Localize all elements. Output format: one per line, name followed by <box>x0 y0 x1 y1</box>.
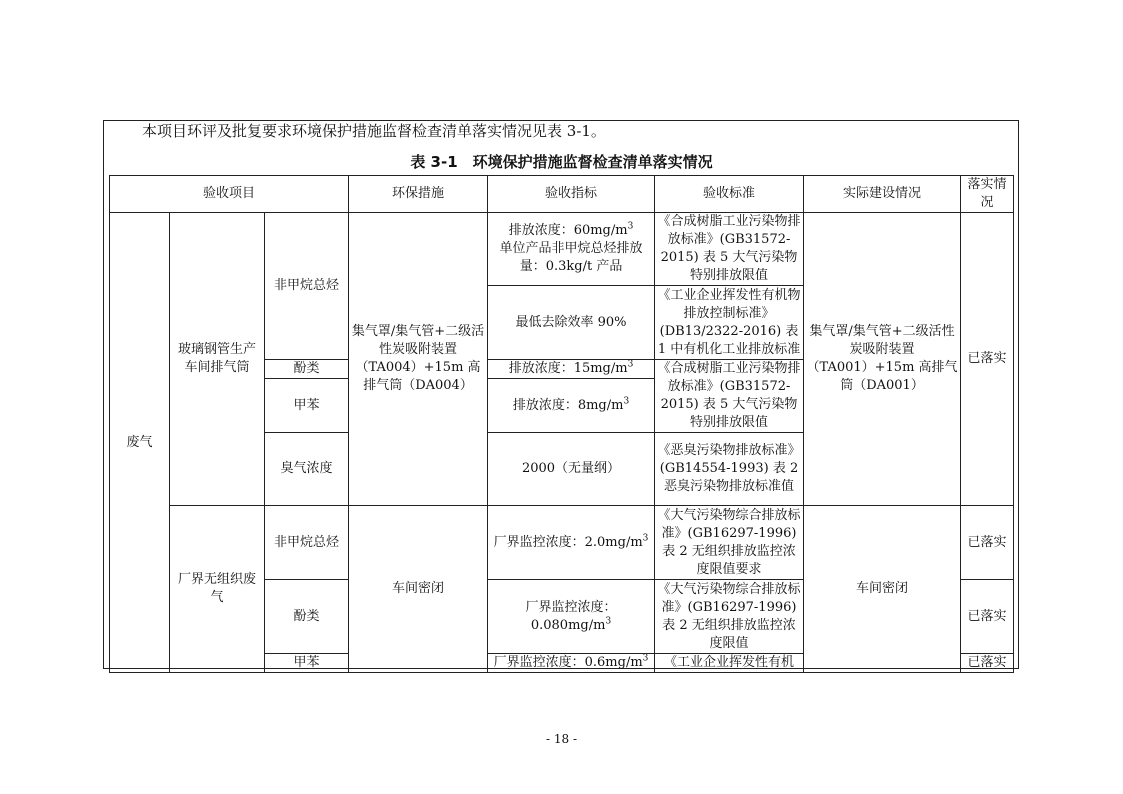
indicator-cell: 最低去除效率 90% <box>488 286 655 360</box>
indicator-sup: 3 <box>627 359 634 370</box>
standard-cell: 《大气污染物综合排放标准》(GB16297-1996) 表 2 无组织排放监控浓度限值要求 <box>655 506 804 580</box>
indicator-text: 排放浓度：8mg/m <box>512 397 624 413</box>
pollutant-cell: 酚类 <box>265 360 349 379</box>
source-cell: 厂界无组织废气 <box>170 506 265 673</box>
header-indicator: 验收指标 <box>488 176 655 213</box>
category-cell: 废气 <box>110 213 170 673</box>
status-cell: 已落实 <box>961 580 1014 654</box>
indicator-text: 厂界监控浓度：0.080mg/m <box>525 599 617 633</box>
header-item: 验收项目 <box>110 176 349 213</box>
standard-cell: 《大气污染物综合排放标准》(GB16297-1996) 表 2 无组织排放监控浓度限值 <box>655 580 804 654</box>
table-caption: 表 3-1 环境保护措施监督检查清单落实情况 <box>410 153 713 171</box>
indicator-sup: 3 <box>642 533 649 544</box>
header-row <box>110 176 1014 213</box>
standard-cell: 《合成树脂工业污染物排放标准》(GB31572-2015) 表 5 大气污染物特别排放限值 <box>655 360 804 433</box>
standard-cell: 《合成树脂工业污染物排放标准》(GB31572-2015) 表 5 大气污染物特别排放限值 <box>655 213 804 286</box>
table-row <box>110 506 1014 580</box>
indicator-cell <box>488 213 655 286</box>
pollutant-cell: 甲苯 <box>265 654 349 673</box>
indicator-text: 排放浓度：60mg/m <box>508 223 628 238</box>
indicator-sup: 3 <box>605 616 612 627</box>
indicator-text-b: 单位产品非甲烷总烃排放量：0.3kg/t 产品 <box>499 241 643 274</box>
indicator-cell: 2000（无量纲） <box>488 433 655 506</box>
indicator-text: 厂界监控浓度：0.6mg/m <box>493 655 643 670</box>
indicator-sup: 3 <box>642 653 649 664</box>
indicator-cell <box>488 360 655 379</box>
indicator-cell <box>488 379 655 433</box>
header-measure: 环保措施 <box>349 176 488 213</box>
indicator-cell <box>488 580 655 654</box>
source-cell: 玻璃钢管生产车间排气筒 <box>170 213 265 506</box>
pollutant-cell: 非甲烷总烃 <box>265 506 349 580</box>
standard-cell: 《工业企业挥发性有机 <box>655 654 804 673</box>
indicator-cell <box>488 506 655 580</box>
page-number: - 18 - <box>545 732 577 746</box>
pollutant-cell: 非甲烷总烃 <box>265 213 349 360</box>
indicator-sup: 3 <box>627 221 634 232</box>
pollutant-cell: 酚类 <box>265 580 349 654</box>
header-actual: 实际建设情况 <box>804 176 961 213</box>
status-cell: 已落实 <box>961 506 1014 580</box>
header-status: 落实情况 <box>961 176 1014 213</box>
status-cell: 已落实 <box>961 213 1014 506</box>
pollutant-cell: 臭气浓度 <box>265 433 349 506</box>
indicator-cell <box>488 654 655 673</box>
actual-cell: 集气罩/集气管+二级活性炭吸附装置（TA001）+15m 高排气筒（DA001） <box>804 213 961 506</box>
status-cell: 已落实 <box>961 654 1014 673</box>
measure-cell: 集气罩/集气管+二级活性炭吸附装置（TA004）+15m 高排气筒（DA004） <box>349 213 488 506</box>
indicator-sup: 3 <box>623 396 630 407</box>
inspection-table <box>109 175 1014 673</box>
pollutant-cell: 甲苯 <box>265 379 349 433</box>
header-standard: 验收标准 <box>655 176 804 213</box>
standard-cell: 《恶臭污染物排放标准》(GB14554-1993) 表 2 恶臭污染物排放标准值 <box>655 433 804 506</box>
intro-paragraph: 本项目环评及批复要求环境保护措施监督检查清单落实情况见表 3-1。 <box>142 122 606 140</box>
measure-cell: 车间密闭 <box>349 506 488 673</box>
indicator-text: 排放浓度：15mg/m <box>508 361 628 376</box>
actual-cell: 车间密闭 <box>804 506 961 673</box>
indicator-text: 厂界监控浓度：2.0mg/m <box>493 534 643 550</box>
table-row <box>110 213 1014 286</box>
standard-cell: 《工业企业挥发性有机物排放控制标准》(DB13/2322-2016) 表 1 中有机化工业排放标准 <box>655 286 804 360</box>
